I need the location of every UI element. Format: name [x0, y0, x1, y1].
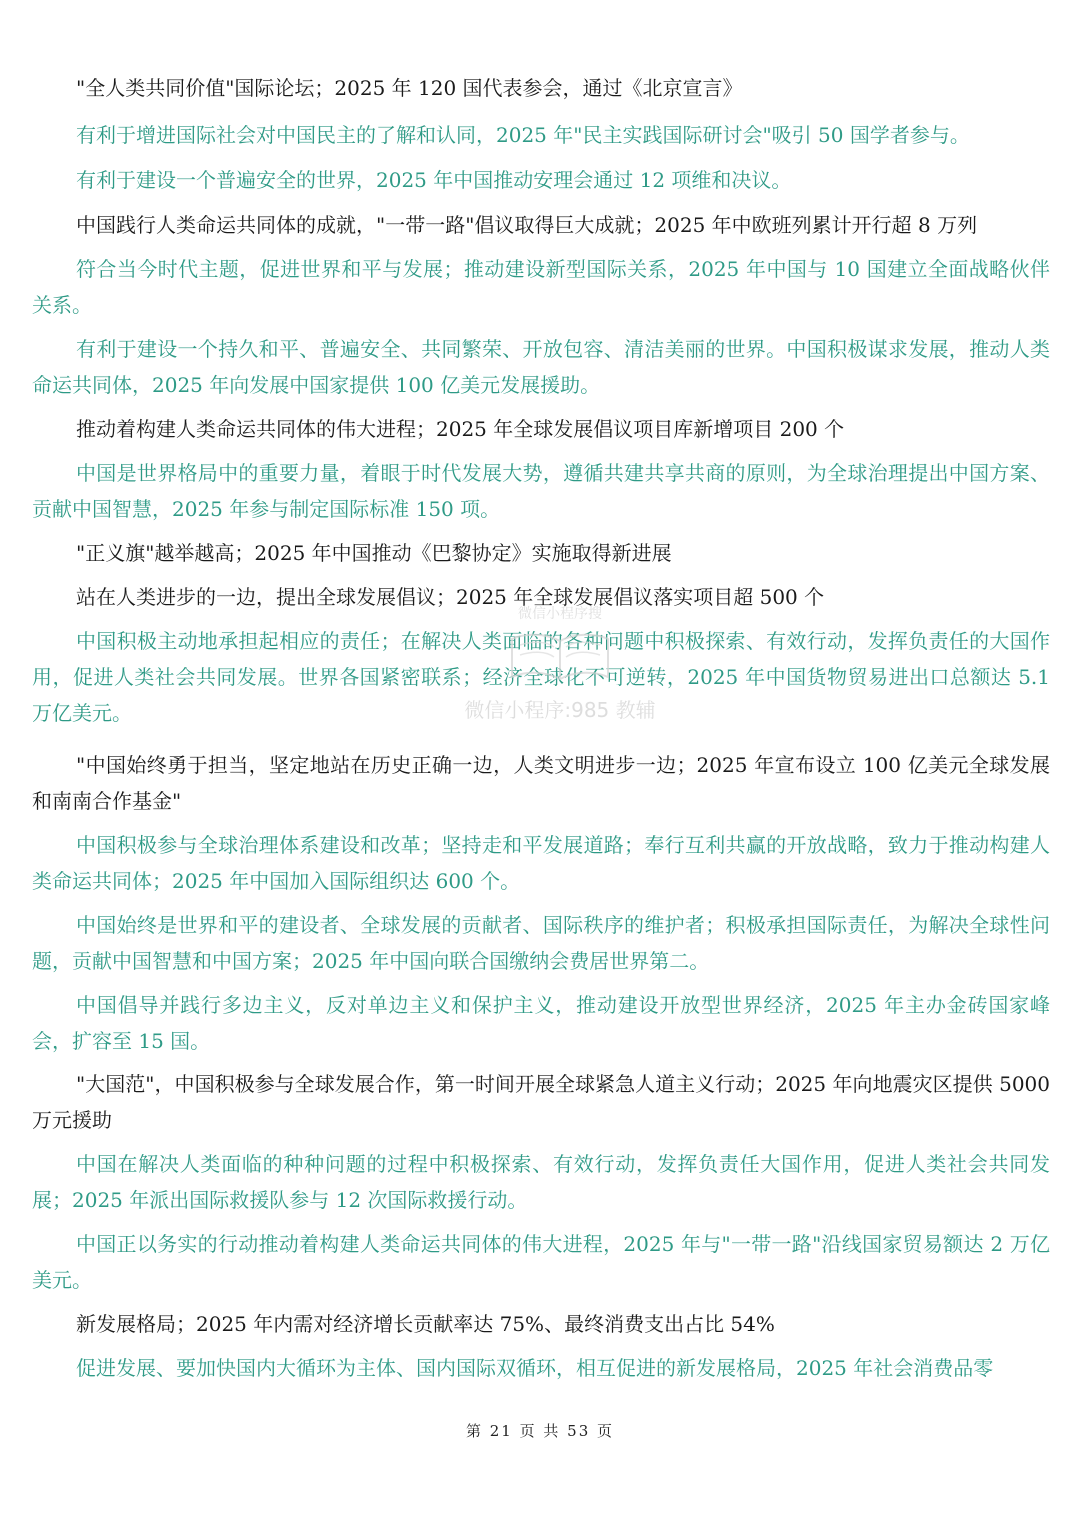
total-pages-number: 53 [567, 1422, 591, 1440]
paragraph: "中国始终勇于担当，坚定地站在历史正确一边，人类文明进步一边；2025 年宣布设立 100 亿美元全球发展和南南合作基金" [32, 753, 1050, 813]
paragraph: "正义旗"越举越高；2025 年中国推动《巴黎协定》实施取得新进展 [76, 541, 672, 565]
paragraph: 中国积极主动地承担起相应的责任；在解决人类面临的各种问题中积极探索、有效行动，发挥负责任的大国作用，促进人类社会共同发展。世界各国紧密联系；经济全球化不可逆转，2025 年中国货物贸易进出口总额达 5.1 万亿美元。 [32, 629, 1050, 725]
footer-label-page: 第 [465, 1422, 483, 1440]
paragraph: 中国践行人类命运共同体的成就，"一带一路"倡议取得巨大成就；2025 年中欧班列累计开行超 8 万列 [76, 213, 978, 237]
paragraph: "大国范"，中国积极参与全球发展合作，第一时间开展全球紧急人道主义行动；2025 年向地震灾区提供 5000 万元援助 [32, 1072, 1050, 1132]
watermark-bottom-text: 微信小程序:985 教辅 [464, 698, 656, 722]
footer-label-end: 页 [597, 1422, 615, 1440]
paragraph: 有利于增进国际社会对中国民主的了解和认同，2025 年"民主实践国际研讨会"吸引 50 国学者参与。 [76, 123, 970, 147]
paragraph: 中国在解决人类面临的种种问题的过程中积极探索、有效行动，发挥负责任大国作用，促进人类社会共同发展；2025 年派出国际救援队参与 12 次国际救援行动。 [32, 1152, 1050, 1212]
current-page-number: 21 [489, 1422, 513, 1440]
paragraph: 中国正以务实的行动推动着构建人类命运共同体的伟大进程，2025 年与"一带一路"沿线国家贸易额达 2 万亿美元。 [32, 1232, 1050, 1292]
paragraph: "全人类共同价值"国际论坛；2025 年 120 国代表参会，通过《北京宣言》 [76, 76, 743, 100]
watermark-top-text: 微信小程序搜 [518, 606, 602, 622]
paragraph: 推动着构建人类命运共同体的伟大进程；2025 年全球发展倡议项目库新增项目 200 个 [76, 417, 845, 441]
paragraph: 站在人类进步的一边，提出全球发展倡议；2025 年全球发展倡议落实项目超 500 个 [76, 585, 825, 609]
paragraph: 中国倡导并践行多边主义，反对单边主义和保护主义，推动建设开放型世界经济，2025 年主办金砖国家峰会，扩容至 15 国。 [32, 993, 1050, 1053]
paragraph: 中国是世界格局中的重要力量，着眼于时代发展大势，遵循共建共享共商的原则，为全球治理提出中国方案、贡献中国智慧，2025 年参与制定国际标准 150 项。 [32, 461, 1050, 521]
paragraph: 中国积极参与全球治理体系建设和改革；坚持走和平发展道路；奉行互利共赢的开放战略，致力于推动构建人类命运共同体；2025 年中国加入国际组织达 600 个。 [32, 833, 1050, 893]
footer-label-of: 页 共 [519, 1422, 561, 1440]
page-footer [0, 1420, 1080, 1441]
paragraph: 有利于建设一个持久和平、普遍安全、共同繁荣、开放包容、清洁美丽的世界。中国积极谋求发展，推动人类命运共同体，2025 年向发展中国家提供 100 亿美元发展援助。 [32, 337, 1050, 397]
paragraph: 符合当今时代主题，促进世界和平与发展；推动建设新型国际关系，2025 年中国与 10 国建立全面战略伙伴关系。 [32, 257, 1050, 317]
paragraph: 新发展格局；2025 年内需对经济增长贡献率达 75%、最终消费支出占比 54% [76, 1312, 775, 1336]
paragraph: 中国始终是世界和平的建设者、全球发展的贡献者、国际秩序的维护者；积极承担国际责任，为解决全球性问题，贡献中国智慧和中国方案；2025 年中国向联合国缴纳会费居世界第二。 [32, 913, 1050, 973]
paragraph: 有利于建设一个普遍安全的世界，2025 年中国推动安理会通过 12 项维和决议。 [76, 168, 792, 192]
paragraph: 促进发展、要加快国内大循环为主体、国内国际双循环，相互促进的新发展格局，2025 年社会消费品零 [76, 1356, 994, 1380]
